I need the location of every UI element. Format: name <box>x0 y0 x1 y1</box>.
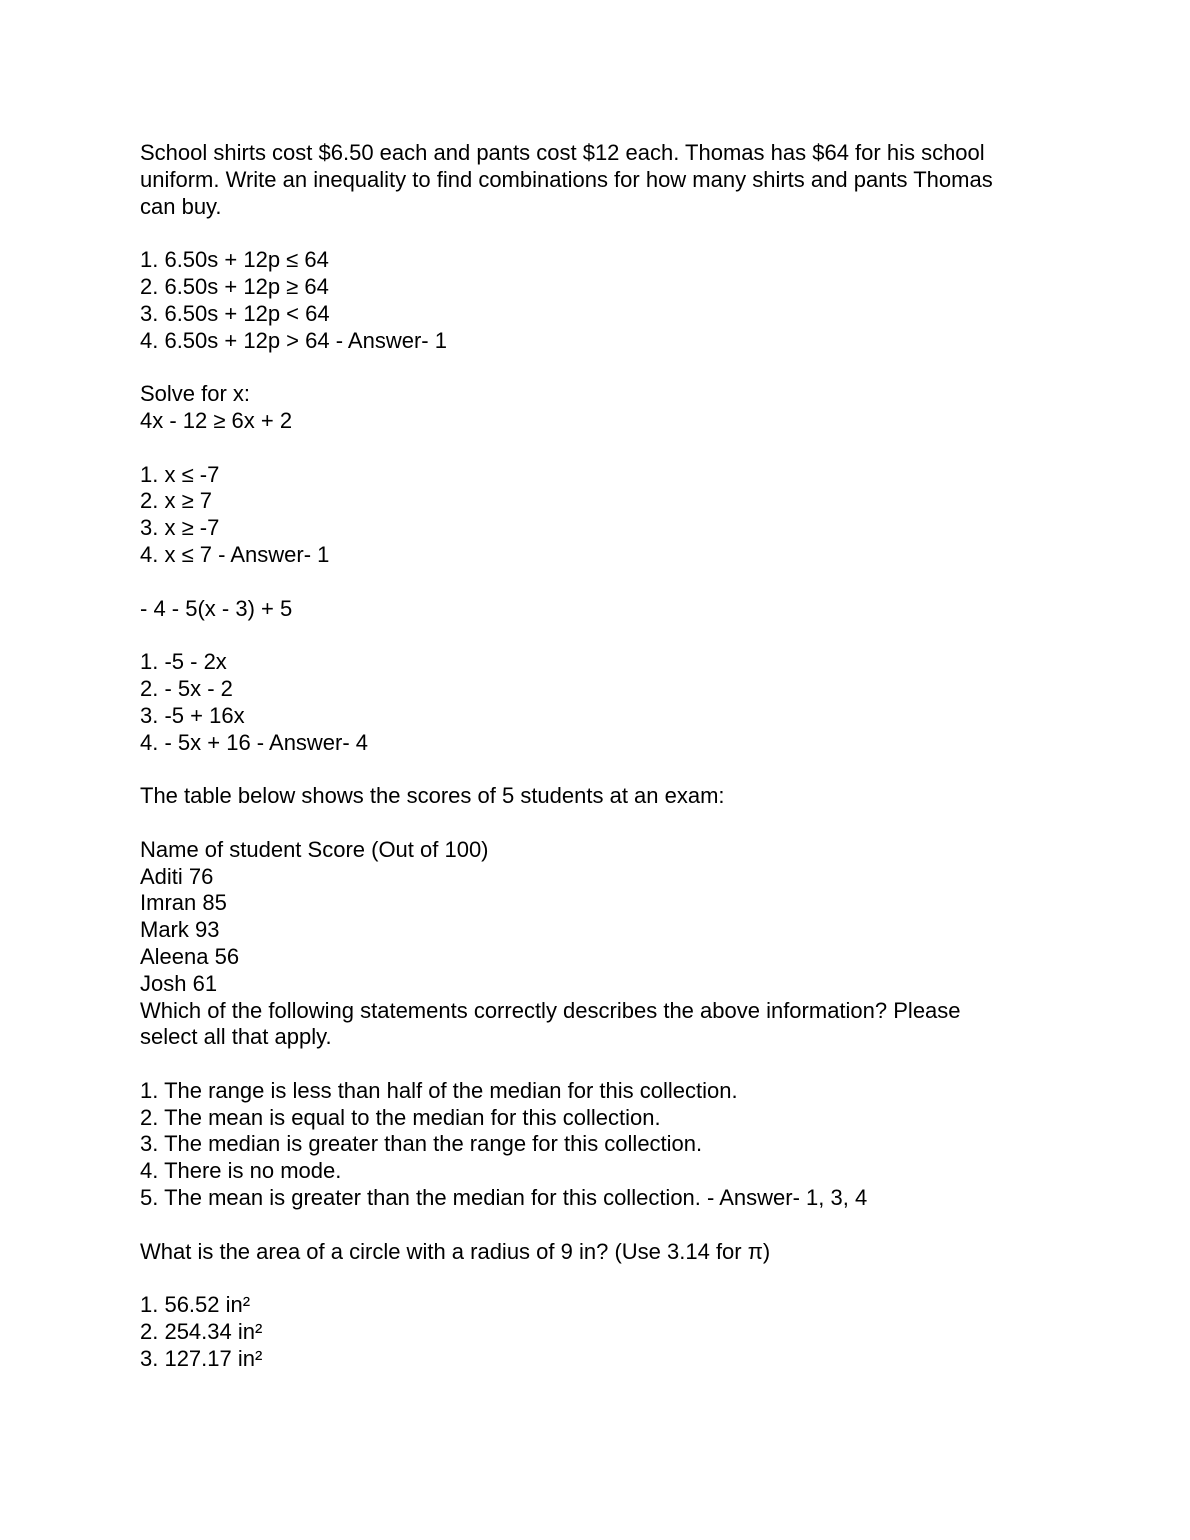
score-table <box>140 837 1060 998</box>
answer-option: 1. -5 - 2x <box>140 649 227 675</box>
answer-option: 3. x ≥ -7 <box>140 515 220 541</box>
answer-option: 1. 6.50s + 12p ≤ 64 <box>140 247 329 273</box>
question-text: School shirts cost $6.50 each and pants cost $12 each. Thomas has $64 for his school <box>140 140 985 165</box>
table-row: Aditi 76 <box>140 863 214 889</box>
answer-option: 3. The median is greater than the range for this collection. <box>140 1131 703 1157</box>
answer-option: 2. The mean is equal to the median for this collection. <box>140 1104 661 1130</box>
answer-option: 5. The mean is greater than the median for this collection. - Answer- 1, 3, 4 <box>140 1185 868 1211</box>
table-row: Mark 93 <box>140 917 220 943</box>
spacer <box>140 435 1060 462</box>
answer-option: 4. There is no mode. <box>140 1158 342 1184</box>
question-text: What is the area of a circle with a radius of 9 in? (Use 3.14 for π) <box>140 1238 771 1264</box>
table-row: Josh 61 <box>140 970 218 996</box>
equation-text: - 4 - 5(x - 3) + 5 <box>140 595 293 621</box>
answer-option: 3. 6.50s + 12p < 64 <box>140 300 330 326</box>
spacer <box>140 622 1060 649</box>
answer-option: 4. - 5x + 16 - Answer- 4 <box>140 729 369 755</box>
spacer <box>140 1051 1060 1078</box>
document-page <box>140 140 1060 1373</box>
answer-option: 3. -5 + 16x <box>140 702 245 728</box>
spacer <box>140 569 1060 596</box>
question-text: Solve for x: <box>140 381 251 407</box>
spacer <box>140 756 1060 783</box>
question-text: select all that apply. <box>140 1024 332 1050</box>
question-1 <box>140 140 1060 354</box>
table-row: Aleena 56 <box>140 943 240 969</box>
question-2 <box>140 381 1060 569</box>
answer-option: 4. x ≤ 7 - Answer- 1 <box>140 541 330 567</box>
table-header: Name of student Score (Out of 100) <box>140 836 489 862</box>
answer-option: 4. 6.50s + 12p > 64 - Answer- 1 <box>140 327 447 353</box>
question-3 <box>140 596 1060 757</box>
answer-option: 2. 6.50s + 12p ≥ 64 <box>140 273 329 299</box>
table-row: Imran 85 <box>140 890 227 916</box>
answer-option: 3. 127.17 in² <box>140 1345 263 1371</box>
question-text: uniform. Write an inequality to find combinations for how many shirts and pants Thomas <box>140 166 993 192</box>
answer-option: 1. x ≤ -7 <box>140 461 220 487</box>
question-text: Which of the following statements correctly describes the above information? Please <box>140 997 961 1023</box>
spacer <box>140 810 1060 837</box>
question-intro: The table below shows the scores of 5 students at an exam: <box>140 783 725 809</box>
spacer <box>140 1265 1060 1292</box>
question-5 <box>140 1239 1060 1373</box>
answer-option: 1. 56.52 in² <box>140 1292 251 1318</box>
answer-option: 2. - 5x - 2 <box>140 675 233 701</box>
answer-option: 1. The range is less than half of the median for this collection. <box>140 1077 738 1103</box>
answer-option: 2. x ≥ 7 <box>140 488 212 514</box>
question-4 <box>140 783 1060 1212</box>
equation-text: 4x - 12 ≥ 6x + 2 <box>140 407 293 433</box>
answer-option: 2. 254.34 in² <box>140 1319 263 1345</box>
spacer <box>140 220 1060 247</box>
spacer <box>140 354 1060 381</box>
question-text: can buy. <box>140 193 222 219</box>
spacer <box>140 1212 1060 1239</box>
